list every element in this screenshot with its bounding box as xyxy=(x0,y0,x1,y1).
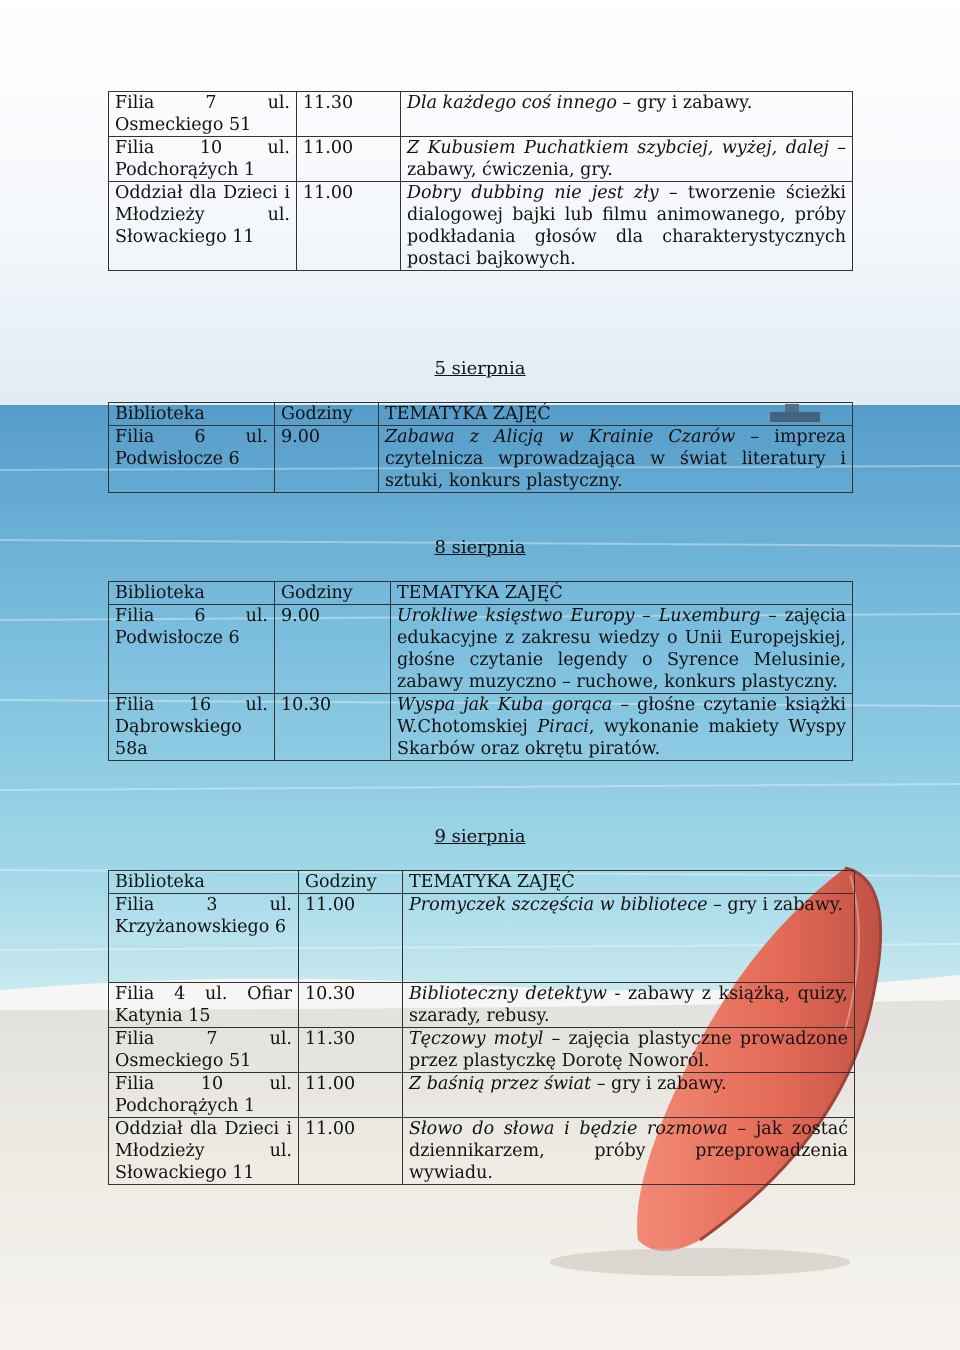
topic-cell xyxy=(403,894,855,983)
date-heading-8: 8 sierpnia xyxy=(434,537,526,558)
time-cell: 9.00 xyxy=(275,426,379,493)
event-title: Tęczowy motyl xyxy=(409,1029,544,1049)
event-description: – jak zostać dziennikarzem, próby przeprowadzenia wywiadu. xyxy=(409,1119,848,1183)
time-cell: 11.00 xyxy=(297,137,401,182)
library-cell: Oddział dla Dzieci i Młodzieży ul. Słowackiego 11 xyxy=(109,1118,299,1185)
table-row xyxy=(109,694,853,761)
event-description: - zabawy z książką, quizy, szarady, rebusy. xyxy=(409,984,848,1026)
event-description: – impreza czytelnicza wprowadzająca w świat literatury i sztuki, konkurs plastyczny. xyxy=(385,427,846,491)
date-heading-5: 5 sierpnia xyxy=(434,358,526,379)
table-row xyxy=(109,1073,855,1118)
topic-cell xyxy=(401,182,853,271)
event-title: Z baśnią przez świat xyxy=(409,1074,592,1094)
event-title: Urokliwe księstwo Europy – Luxemburg xyxy=(397,606,761,626)
time-cell: 11.00 xyxy=(297,182,401,271)
table-header-row xyxy=(109,871,855,894)
table-row xyxy=(109,983,855,1028)
time-cell: 9.00 xyxy=(275,605,391,694)
library-cell: Filia 7 ul. Osmeckiego 51 xyxy=(109,92,297,137)
topic-cell xyxy=(401,137,853,182)
event-title: Dla każdego coś innego xyxy=(407,93,617,113)
library-cell: Filia 6 ul. Podwisłocze 6 xyxy=(109,605,275,694)
library-cell: Filia 10 ul. Podchorążych 1 xyxy=(109,137,297,182)
table-row xyxy=(109,894,855,983)
schedule-table-5 xyxy=(108,402,853,493)
event-description: – gry i zabawy. xyxy=(591,1074,727,1094)
table-header-row xyxy=(109,403,853,426)
library-cell: Filia 3 ul. Krzyżanowskiego 6 xyxy=(109,894,299,983)
time-cell: 11.00 xyxy=(299,1118,403,1185)
topic-cell xyxy=(401,92,853,137)
table-row xyxy=(109,92,853,137)
time-cell: 10.30 xyxy=(275,694,391,761)
library-cell: Filia 4 ul. Ofiar Katynia 15 xyxy=(109,983,299,1028)
event-description: – gry i zabawy. xyxy=(616,93,753,113)
table-header-row xyxy=(109,582,853,605)
event-description: – gry i zabawy. xyxy=(707,895,843,915)
library-cell: Filia 6 ul. Podwisłocze 6 xyxy=(109,426,275,493)
event-description-continued: , wykonanie makiety Wyspy Skarbów oraz okrętu piratów. xyxy=(397,717,846,759)
topic-cell xyxy=(391,605,853,694)
schedule-table-previous xyxy=(108,91,853,271)
table-row xyxy=(109,1028,855,1073)
event-description: – zajęcia edukacyjne z zakresu wiedzy o Unii Europejskiej, głośne czytanie legendy o Syrence Melusinie, zabawy muzyczno – ruchowe, konkurs plastyczny. xyxy=(397,606,846,692)
topic-cell xyxy=(403,1073,855,1118)
time-cell: 11.00 xyxy=(299,894,403,983)
library-cell: Filia 7 ul. Osmeckiego 51 xyxy=(109,1028,299,1073)
topic-cell xyxy=(403,1028,855,1073)
event-title: Wyspa jak Kuba gorąca xyxy=(397,695,613,715)
time-cell: 11.30 xyxy=(297,92,401,137)
event-title: Promyczek szczęścia w bibliotece xyxy=(409,895,708,915)
header-time: Godziny xyxy=(275,403,379,426)
topic-cell xyxy=(391,694,853,761)
event-description: – zabawy, ćwiczenia, gry. xyxy=(407,138,846,180)
header-library: Biblioteka xyxy=(109,582,275,605)
event-title: Biblioteczny detektyw xyxy=(409,984,607,1004)
event-description: – zajęcia plastyczne prowadzone przez plastyczkę Dorotę Noworól. xyxy=(409,1029,848,1071)
date-heading-9: 9 sierpnia xyxy=(434,826,526,847)
event-title: Zabawa z Alicją w Krainie Czarów xyxy=(385,427,736,447)
time-cell: 11.00 xyxy=(299,1073,403,1118)
topic-cell xyxy=(403,983,855,1028)
header-time: Godziny xyxy=(299,871,403,894)
schedule-table-9 xyxy=(108,870,855,1185)
time-cell: 10.30 xyxy=(299,983,403,1028)
event-title: Dobry dubbing nie jest zły xyxy=(407,183,659,203)
library-cell: Oddział dla Dzieci i Młodzieży ul. Słowackiego 11 xyxy=(109,182,297,271)
header-library: Biblioteka xyxy=(109,871,299,894)
table-row xyxy=(109,1118,855,1185)
event-title: Z Kubusiem Puchatkiem szybciej, wyżej, dalej xyxy=(407,138,829,158)
topic-cell xyxy=(403,1118,855,1185)
event-title: Słowo do słowa i będzie rozmowa xyxy=(409,1119,728,1139)
topic-cell xyxy=(379,426,853,493)
table-row xyxy=(109,426,853,493)
table-row xyxy=(109,605,853,694)
library-cell: Filia 10 ul. Podchorążych 1 xyxy=(109,1073,299,1118)
header-time: Godziny xyxy=(275,582,391,605)
header-topic: TEMATYKA ZAJĘĆ xyxy=(403,871,855,894)
time-cell: 11.30 xyxy=(299,1028,403,1073)
library-cell: Filia 16 ul. Dąbrowskiego 58a xyxy=(109,694,275,761)
header-topic: TEMATYKA ZAJĘĆ xyxy=(379,403,853,426)
table-row xyxy=(109,137,853,182)
event-description: – głośne czytanie książki W.Chotomskiej xyxy=(397,695,846,737)
book-title: Piraci xyxy=(537,717,589,737)
header-topic: TEMATYKA ZAJĘĆ xyxy=(391,582,853,605)
schedule-table-8 xyxy=(108,581,853,761)
header-library: Biblioteka xyxy=(109,403,275,426)
table-row xyxy=(109,182,853,271)
event-description: – tworzenie ścieżki dialogowej bajki lub filmu animowanego, próby podkładania głosów dla charakterystycznych postaci bajkowych. xyxy=(407,183,846,269)
